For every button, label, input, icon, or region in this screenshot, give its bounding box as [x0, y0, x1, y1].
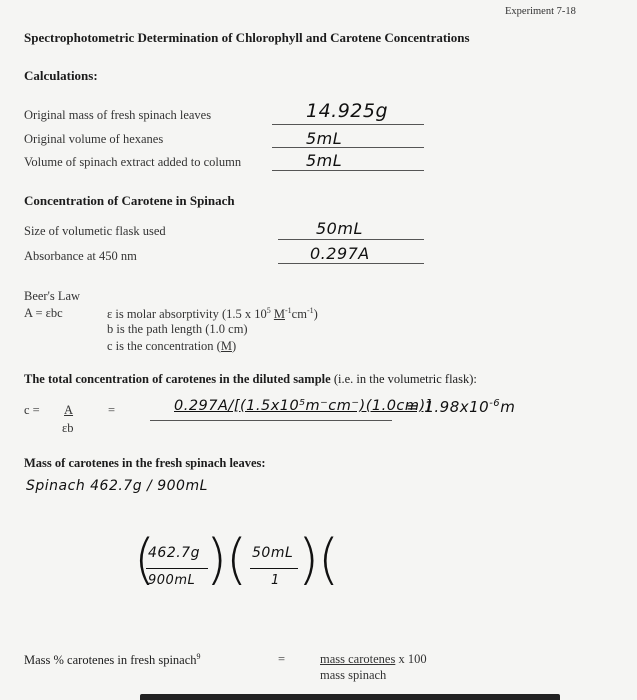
carotene-heading: Concentration of Carotene in Spinach	[24, 193, 235, 208]
field-value-mass: 14.925g	[306, 100, 389, 122]
handwritten-calculation: 0.297A/[(1.5x10⁵m⁻cm⁻)(1.0cm)]	[174, 398, 432, 414]
b-description: b is the path length (1.0 cm)	[107, 322, 248, 336]
bottom-toolbar-edge	[140, 694, 560, 700]
mass-percent-denominator: mass spinach	[320, 668, 387, 682]
epsilon-description: ε is molar absorptivity (1.5 x $10^5$ $M^{-1}cm^{-1}$)	[107, 306, 318, 322]
answer-line	[272, 170, 424, 171]
field-label-absorbance: Absorbance at 450 nm	[24, 249, 137, 263]
equals-sign: =	[278, 652, 286, 666]
field-value-flask: 50mL	[316, 219, 363, 238]
answer-line	[272, 147, 424, 148]
fraction-numerator: A	[64, 403, 74, 417]
right-paren: )	[298, 528, 320, 591]
fraction2-denominator: 1	[271, 573, 280, 588]
left-paren: (	[134, 528, 156, 591]
answer-line	[272, 124, 424, 125]
field-label-hexanes: Original volume of hexanes	[24, 132, 164, 146]
mass-percent-numerator: mass carotenes x 100	[320, 652, 427, 666]
mass-percent-label: Mass % carotenes in fresh spinach$^9$	[24, 652, 201, 668]
equals-sign: =	[108, 403, 116, 417]
beers-law-equation: A = εbc	[24, 306, 63, 320]
c-equals: c =	[24, 403, 40, 417]
field-label-extract: Volume of spinach extract added to column	[24, 155, 242, 169]
mass-heading: Mass of carotenes in the fresh spinach leaves:	[24, 456, 266, 470]
right-paren: )	[206, 528, 228, 591]
handwritten-result: = $1.98x10^{-6}m$	[406, 398, 516, 416]
calc-line	[150, 420, 392, 421]
fraction-denominator: εb	[62, 421, 74, 435]
field-value-extract: 5mL	[306, 151, 343, 170]
c-description: c is the concentration (M)	[107, 339, 237, 353]
total-conc-heading: The total concentration of carotenes in the diluted sample (i.e. in the volumetric flask):	[24, 372, 477, 386]
fraction1-bar	[146, 568, 208, 569]
field-label-mass: Original mass of fresh spinach leaves	[24, 108, 212, 122]
fraction1-denominator: 900mL	[148, 573, 196, 588]
answer-line	[278, 263, 424, 264]
left-paren: (	[318, 528, 340, 591]
document-title: Spectrophotometric Determination of Chlorophyll and Carotene Concentrations	[24, 30, 470, 45]
field-label-flask: Size of volumetic flask used	[24, 224, 166, 238]
answer-line	[278, 239, 424, 240]
fraction2-numerator: 50mL	[252, 545, 294, 561]
field-value-absorbance: 0.297A	[310, 244, 370, 263]
page-label: Experiment 7-18	[505, 6, 576, 17]
beers-law-title: Beer's Law	[24, 289, 81, 303]
field-value-hexanes: 5mL	[306, 129, 343, 148]
left-paren: (	[226, 528, 248, 591]
handwritten-spinach-note: Spinach 462.7g / 900mL	[26, 478, 208, 494]
calculations-heading: Calculations:	[24, 68, 98, 83]
fraction2-bar	[250, 568, 298, 569]
fraction1-numerator: 462.7g	[148, 545, 200, 561]
